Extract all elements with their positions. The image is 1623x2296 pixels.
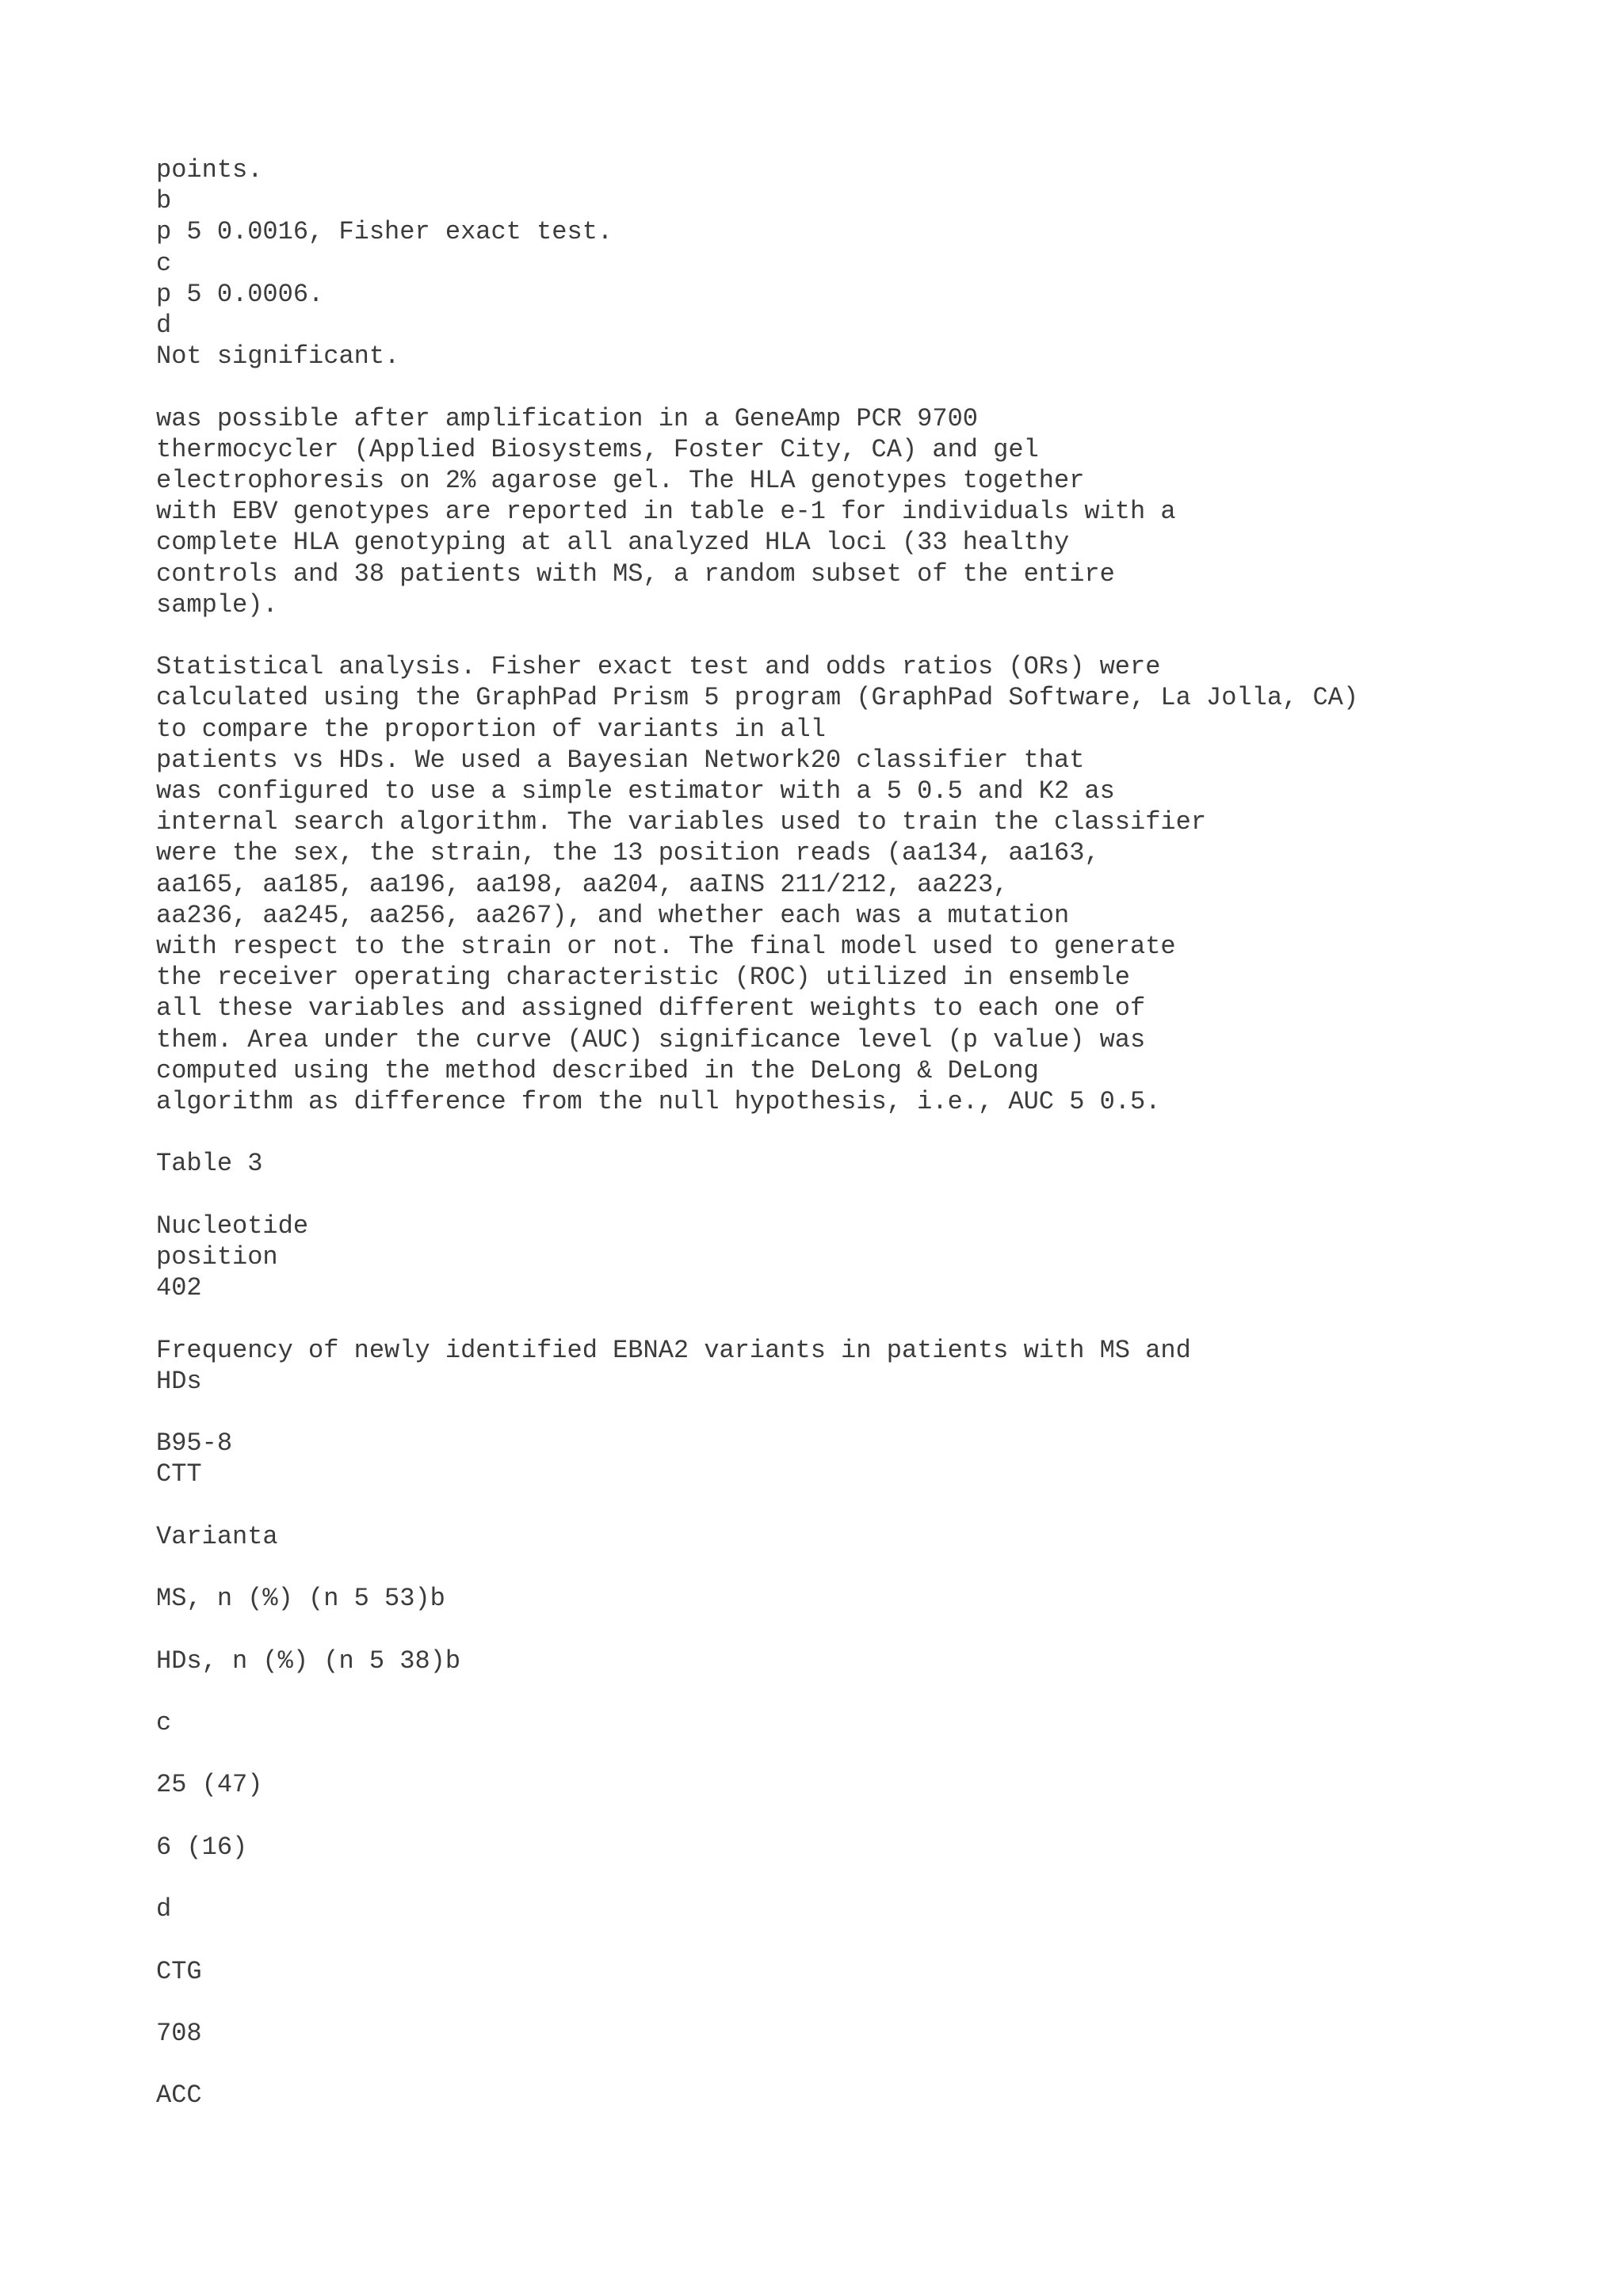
text-line: CTG — [156, 1956, 202, 1986]
text-line: the receiver operating characteristic (ROC) utilized in ensemble — [156, 963, 1130, 993]
text-line: ACC — [156, 2081, 202, 2111]
text-line: patients vs HDs. We used a Bayesian Network20 classifier that — [156, 745, 1085, 775]
text-line: HDs — [156, 1366, 202, 1396]
text-block — [156, 1832, 1575, 1863]
text-line: Table 3 — [156, 1149, 263, 1179]
text-block — [156, 154, 1575, 372]
text-block — [156, 1769, 1575, 1800]
text-line: position — [156, 1242, 278, 1272]
document-page — [156, 154, 1575, 2142]
text-line: with respect to the strain or not. The final model used to generate — [156, 932, 1176, 962]
text-line: 402 — [156, 1273, 202, 1303]
text-line: them. Area under the curve (AUC) significance level (p value) was — [156, 1024, 1146, 1055]
text-line: HDs, n (%) (n 5 38)b — [156, 1646, 461, 1676]
text-block — [156, 2018, 1575, 2049]
text-line: p 5 0.0006. — [156, 279, 324, 309]
text-line: aa236, aa245, aa256, aa267), and whether each was a mutation — [156, 900, 1070, 930]
text-block — [156, 1521, 1575, 1552]
text-line: Frequency of newly identified EBNA2 variants in patients with MS and — [156, 1335, 1191, 1365]
text-line: electrophoresis on 2% agarose gel. The HLA genotypes together — [156, 466, 1085, 496]
text-block — [156, 651, 1575, 1117]
text-block — [156, 1428, 1575, 1489]
text-line: MS, n (%) (n 5 53)b — [156, 1584, 445, 1614]
text-block — [156, 1707, 1575, 1738]
text-block — [156, 2080, 1575, 2111]
text-line: to compare the proportion of variants in all — [156, 714, 826, 744]
text-line: with EBV genotypes are reported in table e-1 for individuals with a — [156, 497, 1176, 527]
text-block — [156, 1894, 1575, 1924]
text-line: was configured to use a simple estimator with a 5 0.5 and K2 as — [156, 776, 1115, 807]
text-block — [156, 1583, 1575, 1614]
text-line: 708 — [156, 2018, 202, 2048]
text-line: Nucleotide — [156, 1211, 309, 1241]
text-block — [156, 1211, 1575, 1304]
text-line: c — [156, 248, 172, 278]
text-line: complete HLA genotyping at all analyzed HLA loci (33 healthy — [156, 528, 1070, 558]
text-block — [156, 1956, 1575, 1987]
text-line: thermocycler (Applied Biosystems, Foster City, CA) and gel — [156, 434, 1039, 464]
text-line: Not significant. — [156, 341, 400, 372]
text-line: aa165, aa185, aa196, aa198, aa204, aaINS 211/212, aa223, — [156, 869, 1009, 899]
text-block — [156, 1646, 1575, 1676]
text-line: were the sex, the strain, the 13 position reads (aa134, aa163, — [156, 838, 1100, 868]
text-line: calculated using the GraphPad Prism 5 program (GraphPad Software, La Jolla, CA) — [156, 683, 1359, 713]
text-line: p 5 0.0016, Fisher exact test. — [156, 217, 613, 247]
text-line: points. — [156, 155, 263, 185]
text-line: 6 (16) — [156, 1832, 248, 1862]
text-line: controls and 38 patients with MS, a random subset of the entire — [156, 559, 1115, 589]
text-block — [156, 403, 1575, 620]
text-line: d — [156, 1894, 172, 1924]
text-line: Statistical analysis. Fisher exact test and odds ratios (ORs) were — [156, 652, 1161, 682]
text-line: c — [156, 1708, 172, 1737]
text-line: algorithm as difference from the null hypothesis, i.e., AUC 5 0.5. — [156, 1087, 1161, 1117]
text-line: internal search algorithm. The variables used to train the classifier — [156, 807, 1207, 837]
text-line: computed using the method described in the DeLong & DeLong — [156, 1055, 1039, 1085]
text-line: sample). — [156, 589, 278, 620]
text-line: 25 (47) — [156, 1770, 263, 1800]
text-line: Varianta — [156, 1521, 278, 1551]
text-line: was possible after amplification in a GeneAmp PCR 9700 — [156, 403, 978, 433]
text-line: b — [156, 186, 172, 216]
text-line: B95-8 — [156, 1428, 233, 1459]
text-line: all these variables and assigned different weights to each one of — [156, 994, 1146, 1024]
text-line: d — [156, 311, 172, 341]
text-block — [156, 1335, 1575, 1397]
text-block — [156, 1148, 1575, 1179]
text-line: CTT — [156, 1459, 202, 1489]
